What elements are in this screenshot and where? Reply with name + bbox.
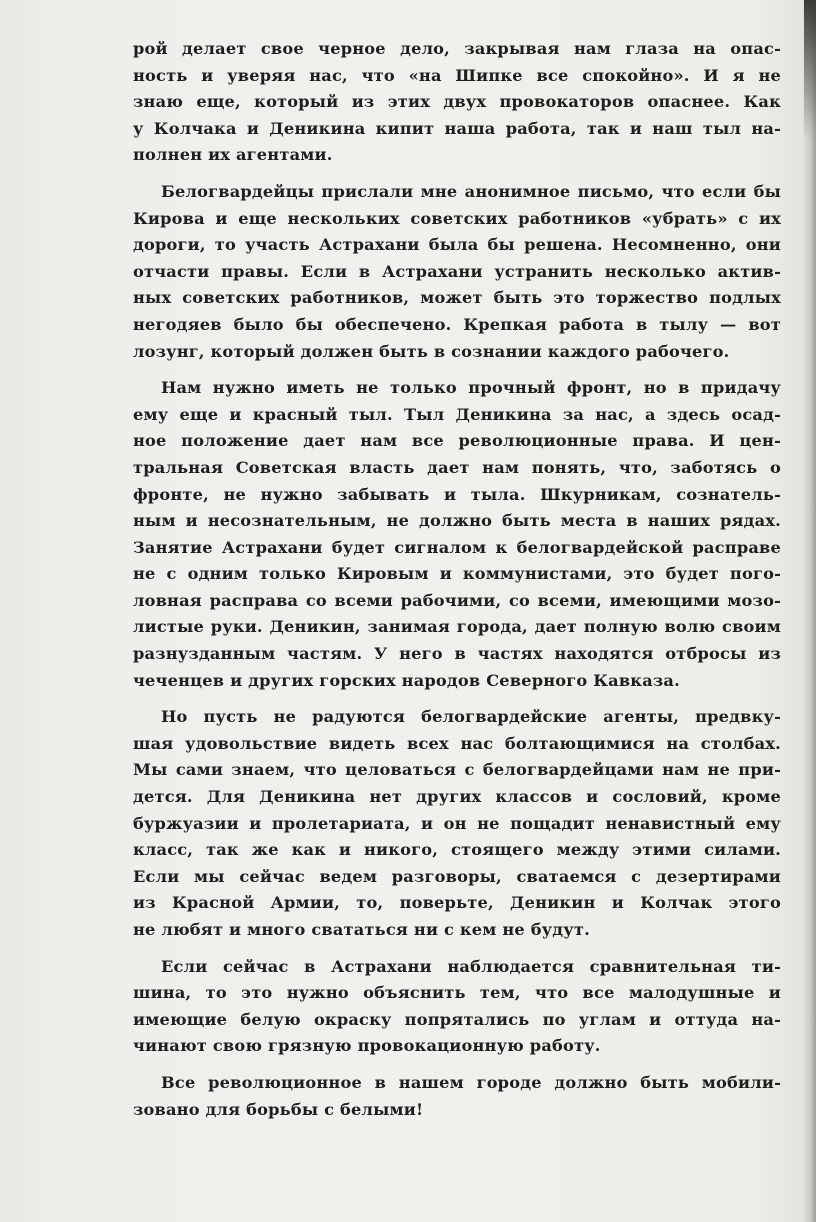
text-line: у Колчака и Деникина кипит наша работа, так и наш тыл на-: [133, 118, 781, 138]
text-line: Все революционное в нашем городе должно быть мобили-: [161, 1072, 781, 1092]
body-text: [133, 36, 781, 1133]
text-line: отчасти правы. Если в Астрахани устранить несколько актив-: [133, 261, 781, 281]
text-line: негодяев было бы обеспечено. Крепкая работа в тылу — вот: [133, 314, 781, 334]
text-line: Если мы сейчас ведем разговоры, сватаемся с дезертирами: [133, 866, 781, 886]
text-line: разнузданным частям. У него в частях находятся отбросы из: [133, 644, 781, 664]
text-line: Мы сами знаем, что целоваться с белогвардейцами нам не при-: [133, 760, 781, 780]
paragraph: [133, 954, 781, 1060]
text-line: Нам нужно иметь не только прочный фронт, но в придачу: [161, 378, 781, 398]
text-line: тральная Советская власть дает нам понять, что, заботясь о: [133, 457, 781, 477]
text-line: Белогвардейцы прислали мне анонимное письмо, что если бы: [161, 181, 781, 201]
text-line: класс, так же как и никого, стоящего между этими силами.: [133, 840, 781, 860]
text-line: дется. Для Деникина нет других классов и сословий, кроме: [133, 787, 781, 807]
paragraph: [133, 36, 781, 169]
text-line: рой делает свое черное дело, закрывая нам глаза на опас-: [133, 39, 781, 58]
paragraph: [133, 375, 781, 694]
paragraph: [133, 704, 781, 943]
text-line: дороги, то участь Астрахани была бы решена. Несомненно, они: [133, 235, 781, 255]
text-line: Если сейчас в Астрахани наблюдается сравнительная ти-: [161, 956, 781, 976]
text-line: ным и несознательным, не должно быть места в наших рядах.: [133, 511, 781, 531]
text-line: фронте, не нужно забывать и тыла. Шкурникам, сознатель-: [133, 484, 781, 504]
text-line: Кирова и еще нескольких советских работников «убрать» с их: [133, 208, 781, 228]
text-line: листые руки. Деникин, занимая города, дает полную волю своим: [133, 617, 781, 637]
text-line: не с одним только Кировым и коммунистами, это будет пого-: [133, 564, 781, 584]
text-line: полнен их агентами.: [133, 145, 333, 165]
text-line: знаю еще, который из этих двух провокаторов опаснее. Как: [133, 92, 781, 112]
text-line: лозунг, который должен быть в сознании каждого рабочего.: [133, 341, 730, 361]
text-line: не любят и много свататься ни с кем не будут.: [133, 920, 590, 939]
text-line: ность и уверяя нас, что «на Шипке все спокойно». И я не: [133, 65, 781, 85]
page-corner-shadow: [804, 0, 816, 140]
text-line: шая удовольствие видеть всех нас болтающимися на столбах.: [133, 733, 781, 753]
paragraph: [133, 179, 781, 365]
page-edge-shadow: [802, 0, 816, 1222]
text-line: имеющие белую окраску попрятались по углам и оттуда на-: [133, 1009, 781, 1029]
text-line: ему еще и красный тыл. Тыл Деникина за нас, а здесь осад-: [133, 404, 781, 424]
text-line: ное положение дает нам все революционные права. И цен-: [133, 431, 781, 451]
text-line: чеченцев и других горских народов Северного Кавказа.: [133, 670, 680, 690]
text-line: ловная расправа со всеми рабочими, со всеми, имеющими мозо-: [133, 590, 781, 610]
paragraph: [133, 1070, 781, 1123]
text-line: зовано для борьбы с белыми!: [133, 1099, 424, 1119]
text-line: шина, то это нужно объяснить тем, что все малодушные и: [133, 983, 781, 1003]
text-line: из Красной Армии, то, поверьте, Деникин и Колчак этого: [133, 893, 781, 913]
text-line: Занятие Астрахани будет сигналом к белогвардейской расправе: [133, 537, 781, 557]
text-line: ных советских работников, может быть это торжество подлых: [133, 288, 781, 308]
text-line: буржуазии и пролетариата, и он не пощадит ненавистный ему: [133, 813, 781, 833]
text-line: чинают свою грязную провокационную работу.: [133, 1036, 601, 1056]
text-line: Но пусть не радуются белогвардейские агенты, предвку-: [161, 707, 781, 727]
